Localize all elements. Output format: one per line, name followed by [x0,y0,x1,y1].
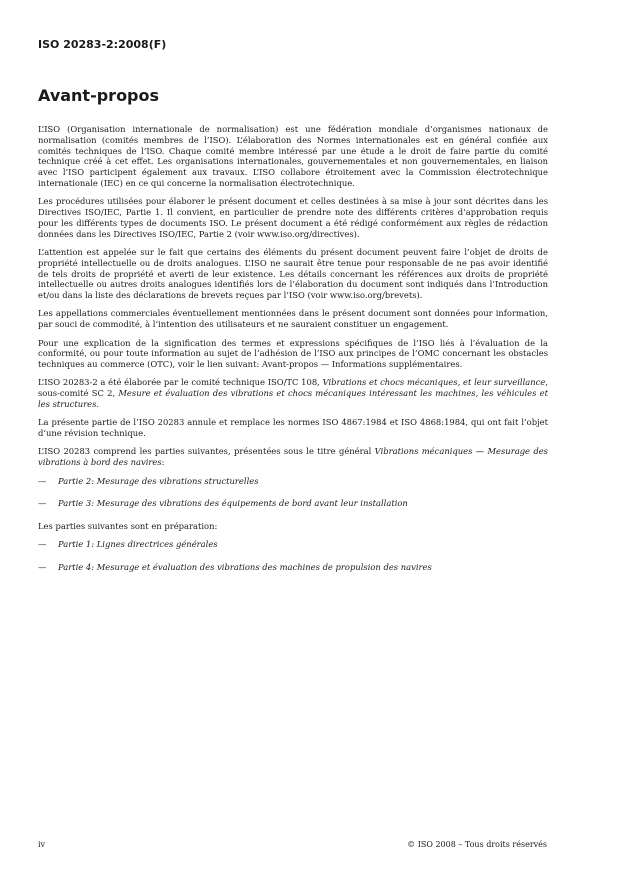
dash-marker: — [38,498,47,509]
list-item-text: Partie 4: Mesurage et évaluation des vibrations des machines de propulsion des navires [58,562,432,573]
dash-marker: — [38,562,47,573]
list-item [38,562,548,573]
page-title: Avant-propos [38,86,160,105]
paragraph-committee [38,377,548,409]
list-item [38,539,548,550]
dash-marker: — [38,475,47,486]
page-number: iv [38,840,46,849]
list-item-text: Partie 1: Lignes directrices générales [58,539,218,550]
paragraph-procedures: Les procédures utilisées pour élaborer le présent document et celles destinées à sa mise à jour sont décrites dans les Directives ISO/IEC, Partie 1. Il convient, en particulier de prendre note des différents critères d’approbation requis pour les différents types de documents ISO. Le présent document a été rédigé conformément aux règles de rédaction données dans les Directives ISO/IEC, Partie 2 (voir www.iso.org/directives). [38,196,548,239]
committee-text-c: , sous-comité SC 2, [38,377,548,399]
document-body [38,124,548,585]
list-item-text: Partie 3: Mesurage des vibrations des équipements de bord avant leur installation [58,498,408,509]
subcommittee-title: Mesure et évaluation des vibrations et chocs mécaniques intéressant les machines, les véhicules et les structures [38,388,548,410]
list-item-text: Partie 2: Mesurage des vibrations structurelles [58,475,259,486]
committee-text-e: . [96,399,100,410]
copyright-notice: © ISO 2008 – Tous droits réservés [407,840,547,849]
parts-intro-colon: : [161,457,165,468]
list-item [38,476,548,487]
list-item [38,498,548,509]
general-title: Vibrations mécaniques — Mesurage des vibrations à bord des navires [38,446,548,468]
paragraph-trade-names: Les appellations commerciales éventuellement mentionnées dans le présent document sont données pour information, par souci de commodité, à l’intention des utilisateurs et ne sauraient constituer un engagement. [38,308,548,330]
parts-intro-text: L’ISO 20283 comprend les parties suivantes, présentées sous le titre général [38,446,375,457]
paragraph-parts-intro [38,446,548,468]
committee-title: Vibrations et chocs mécaniques, et leur surveillance [322,377,546,388]
committee-text-a: L’ISO 20283-2 a été élaborée par le comité technique ISO/TC 108, [38,377,323,388]
paragraph-patents: L’attention est appelée sur le fait que certains des éléments du présent document peuvent faire l’objet de droits de propriété intellectuelle ou de droits analogues. L’ISO ne saurait être tenue pour responsable de ne pas avoir identifié de tels droits de propriété et averti de leur existence. Les détails concernant les références aux droits de propriété intellectuelle ou autres droits analogues identifiés lors de l’élaboration du document sont indiqués dans l’Introduction et/ou dans la liste des déclarations de brevets reçues par l’ISO (voir www.iso.org/brevets). [38,246,548,301]
paragraph-revision: La présente partie de l’ISO 20283 annule et remplace les normes ISO 4867:1984 et ISO 4868:1984, qui ont fait l’objet d’une révision technique. [38,417,548,439]
dash-marker: — [38,539,47,550]
document-id-header: ISO 20283-2:2008(F) [38,38,167,51]
paragraph-conformity: Pour une explication de la signification des termes et expressions spécifiques de l’ISO liés à l’évaluation de la conformité, ou pour toute information au sujet de l’adhésion de l’ISO aux principes de l’OMC concernant les obstacles techniques au commerce (OTC), voir le lien suivant: Avant-propos — Informations supplémentaires. [38,337,548,370]
paragraph-iso-intro: L’ISO (Organisation internationale de normalisation) est une fédération mondiale d’organismes nationaux de normalisation (comités membres de l’ISO). L’élaboration des Normes internationales est en général confiée aux comités techniques de l’ISO. Chaque comité membre intéressé par une étude a le droit de faire partie du comité technique créé à cet effet. Les organisations internationales, gouvernementales et non gouvernementales, en liaison avec l’ISO participent également aux travaux. L’ISO collabore étroitement avec la Commission électrotechnique internationale (IEC) en ce qui concerne la normalisation électrotechnique. [38,124,548,188]
paragraph-in-preparation: Les parties suivantes sont en préparation: [38,521,218,532]
